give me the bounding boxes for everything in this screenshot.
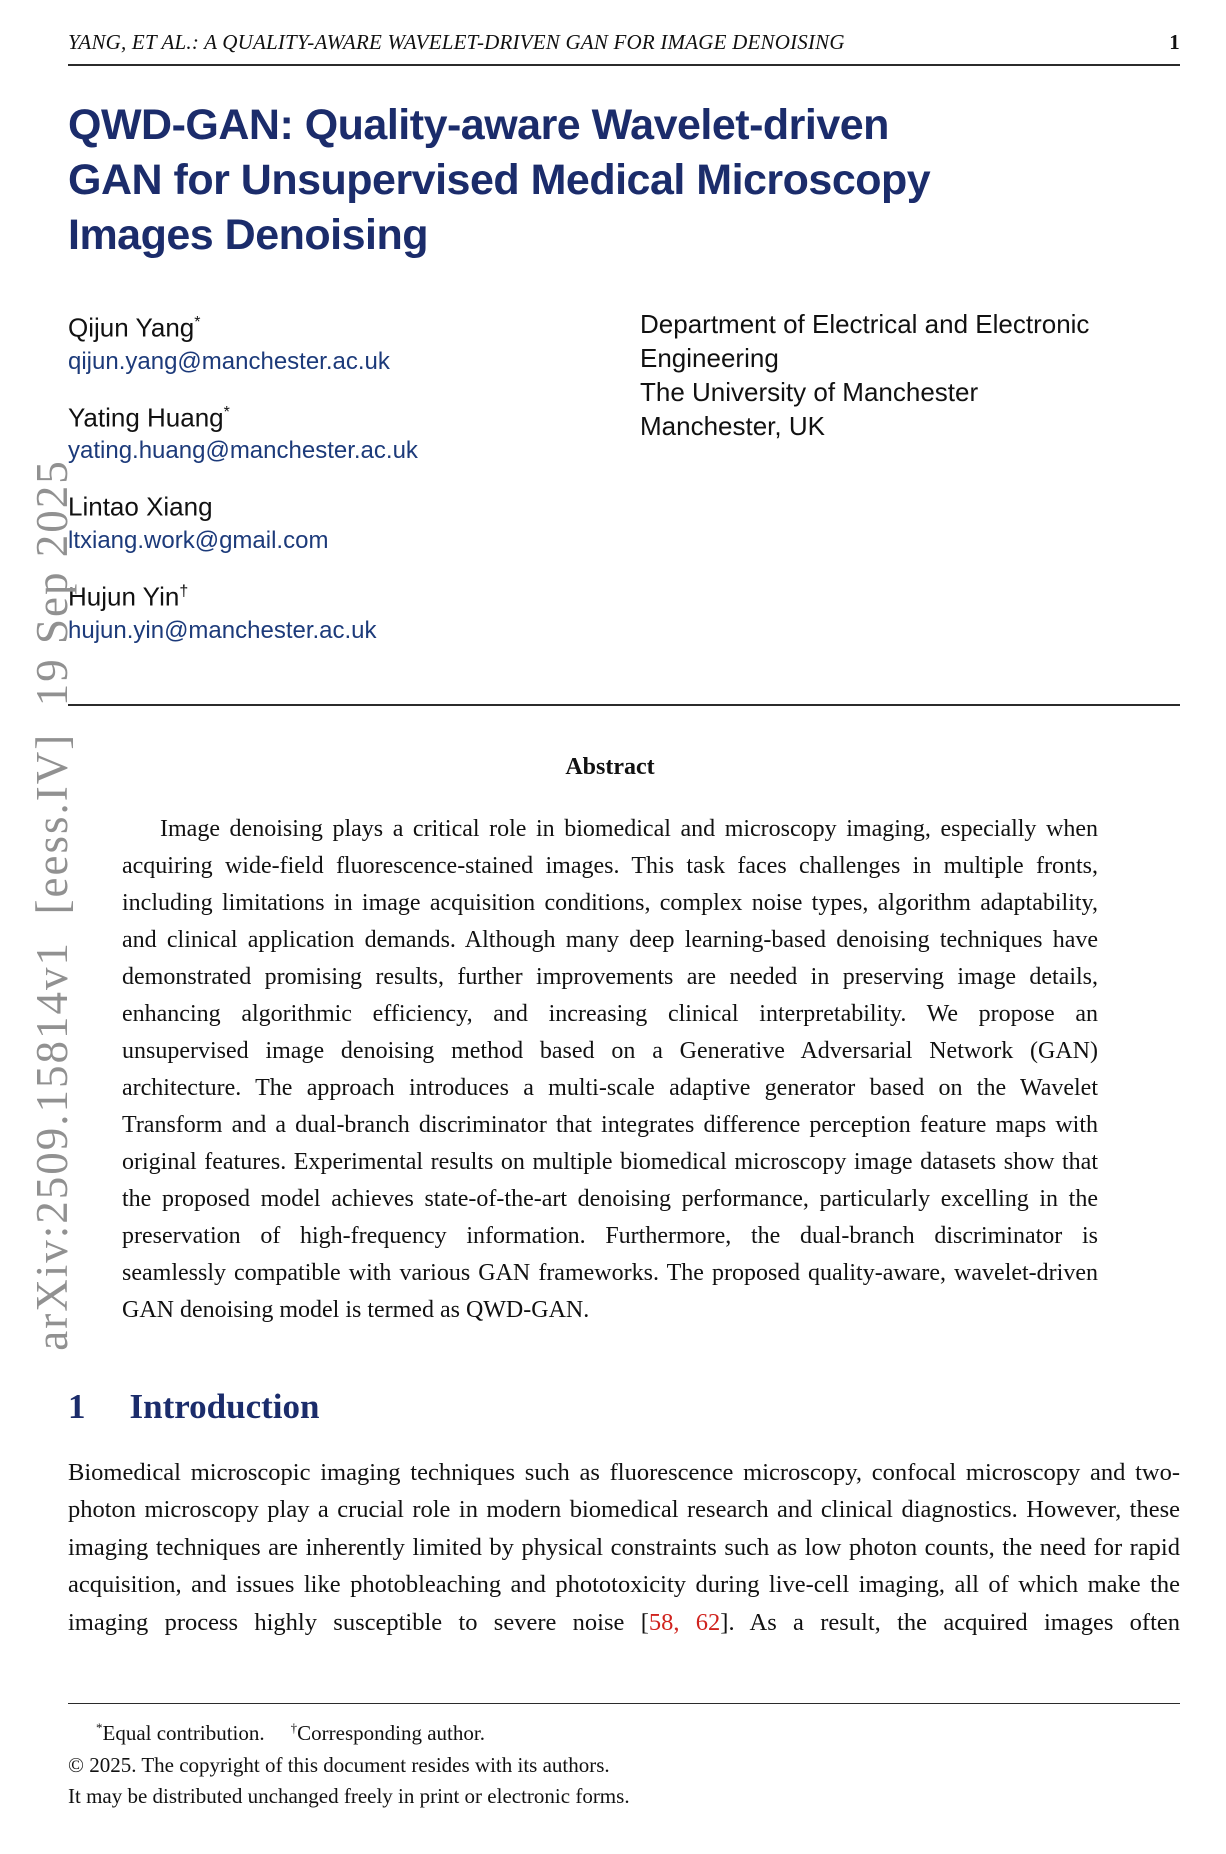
section-heading-introduction — [68, 1387, 1180, 1427]
author-email-link[interactable]: ltxiang.work@gmail.com — [68, 526, 329, 554]
author-name — [68, 576, 613, 613]
paper-title — [68, 98, 1180, 263]
paper-title-line: Images Denoising — [68, 211, 428, 259]
author-name-text: Hujun Yin — [68, 581, 180, 612]
authors-divider-rule — [68, 704, 1180, 706]
author-name — [68, 397, 613, 434]
paper-title-line: QWD-GAN: Quality-aware Wavelet-driven — [68, 101, 889, 149]
author-name-text: Yating Huang — [68, 402, 224, 433]
running-title: YANG, ET AL.: A QUALITY-AWARE WAVELET-DRIVEN GAN FOR IMAGE DENOISING — [68, 30, 845, 54]
author-block — [68, 576, 613, 645]
paper-title-line: GAN for Unsupervised Medical Microscopy — [68, 156, 931, 204]
page-number: 1 — [1169, 30, 1180, 54]
author-block — [68, 397, 613, 466]
header-rule — [68, 64, 1180, 66]
running-head — [68, 0, 1180, 55]
author-name-text: Qijun Yang — [68, 312, 195, 343]
page-content — [68, 0, 1180, 1854]
corresponding-author-text: Corresponding author. — [297, 1721, 485, 1745]
copyright-line: © 2025. The copyright of this document resides with its authors. — [68, 1752, 610, 1777]
affiliation-line: Manchester, UK — [640, 411, 825, 441]
author-email-link[interactable]: hujun.yin@manchester.ac.uk — [68, 616, 377, 644]
abstract-section — [122, 754, 1098, 1329]
author-name — [68, 486, 613, 523]
equal-contribution-text: Equal contribution. — [102, 1721, 265, 1745]
corresponding-author-marker: † — [290, 1720, 298, 1735]
author-marker: * — [194, 314, 201, 331]
arxiv-watermark: arXiv:2509.15814v1 [eess.IV] 19 Sep 2025 — [27, 459, 77, 1351]
author-name — [68, 307, 613, 344]
paragraph-text: Biomedical microscopic imaging techniques such as fluorescence microscopy, confocal microscopy and two-photon microscopy play a crucial role in modern biomedical research and clinical diagnostics. However, these imaging techniques are inherently limited by physical constraints such as low photon counts, the need for rapid acquisition, and issues like photobleaching and phototoxicity during live-cell imaging, all of which make the imaging process highly susceptible to severe noise [ — [68, 1458, 1180, 1636]
authors-column — [68, 307, 613, 666]
equal-contribution-marker: * — [96, 1720, 103, 1735]
footnote-markers-line — [68, 1712, 1180, 1750]
affiliation-line: The University of Manchester — [640, 377, 979, 407]
footnotes — [68, 1712, 1180, 1813]
introduction-paragraph — [68, 1454, 1180, 1642]
author-marker: * — [223, 403, 230, 421]
author-email-link[interactable]: qijun.yang@manchester.ac.uk — [68, 347, 390, 375]
footnote-rule — [68, 1703, 1180, 1704]
citation-link[interactable]: 62 — [695, 1608, 721, 1636]
author-name-text: Lintao Xiang — [68, 491, 213, 522]
distribution-line: It may be distributed unchanged freely in print or electronic forms. — [68, 1784, 630, 1808]
author-block — [68, 486, 613, 555]
affiliation-line: Department of Electrical and Electronic Engineering — [640, 309, 1090, 373]
citation-link[interactable]: 58 — [648, 1608, 674, 1636]
paragraph-text: ]. As a result, the acquired images often — [720, 1608, 1181, 1636]
abstract-heading: Abstract — [565, 753, 655, 780]
footnote-area — [68, 1703, 1180, 1813]
author-marker: † — [179, 582, 189, 600]
authors-affiliation-row — [68, 307, 1180, 666]
affiliation-column — [613, 307, 1160, 666]
author-email-link[interactable]: yating.huang@manchester.ac.uk — [68, 437, 418, 465]
section-number: 1 — [68, 1386, 86, 1426]
author-block — [68, 307, 613, 376]
section-title: Introduction — [129, 1386, 320, 1426]
abstract-text: Image denoising plays a critical role in biomedical and microscopy imaging, especially when acquiring wide-field fluorescence-stained images. This task faces challenges in multiple fronts, including limitations in image acquisition conditions, complex noise types, algorithm adaptability, and clinical application demands. Although many deep learning-based denoising techniques have demonstrated promising results, further improvements are needed in preserving image details, enhancing algorithmic efficiency, and increasing clinical interpretability. We propose an unsupervised image denoising method based on a Generative Adversarial Network (GAN) architecture. The approach introduces a multi-scale adaptive generator based on the Wavelet Transform and a dual-branch discriminator that integrates difference perception feature maps with original features. Experimental results on multiple biomedical microscopy image datasets show that the proposed model achieves state-of-the-art denoising performance, particularly excelling in the preservation of high-frequency information. Furthermore, the dual-branch discriminator is seamlessly compatible with various GAN frameworks. The proposed quality-aware, wavelet-driven GAN denoising model is termed as QWD-GAN. — [122, 815, 1098, 1323]
citation-separator: , — [673, 1608, 696, 1636]
